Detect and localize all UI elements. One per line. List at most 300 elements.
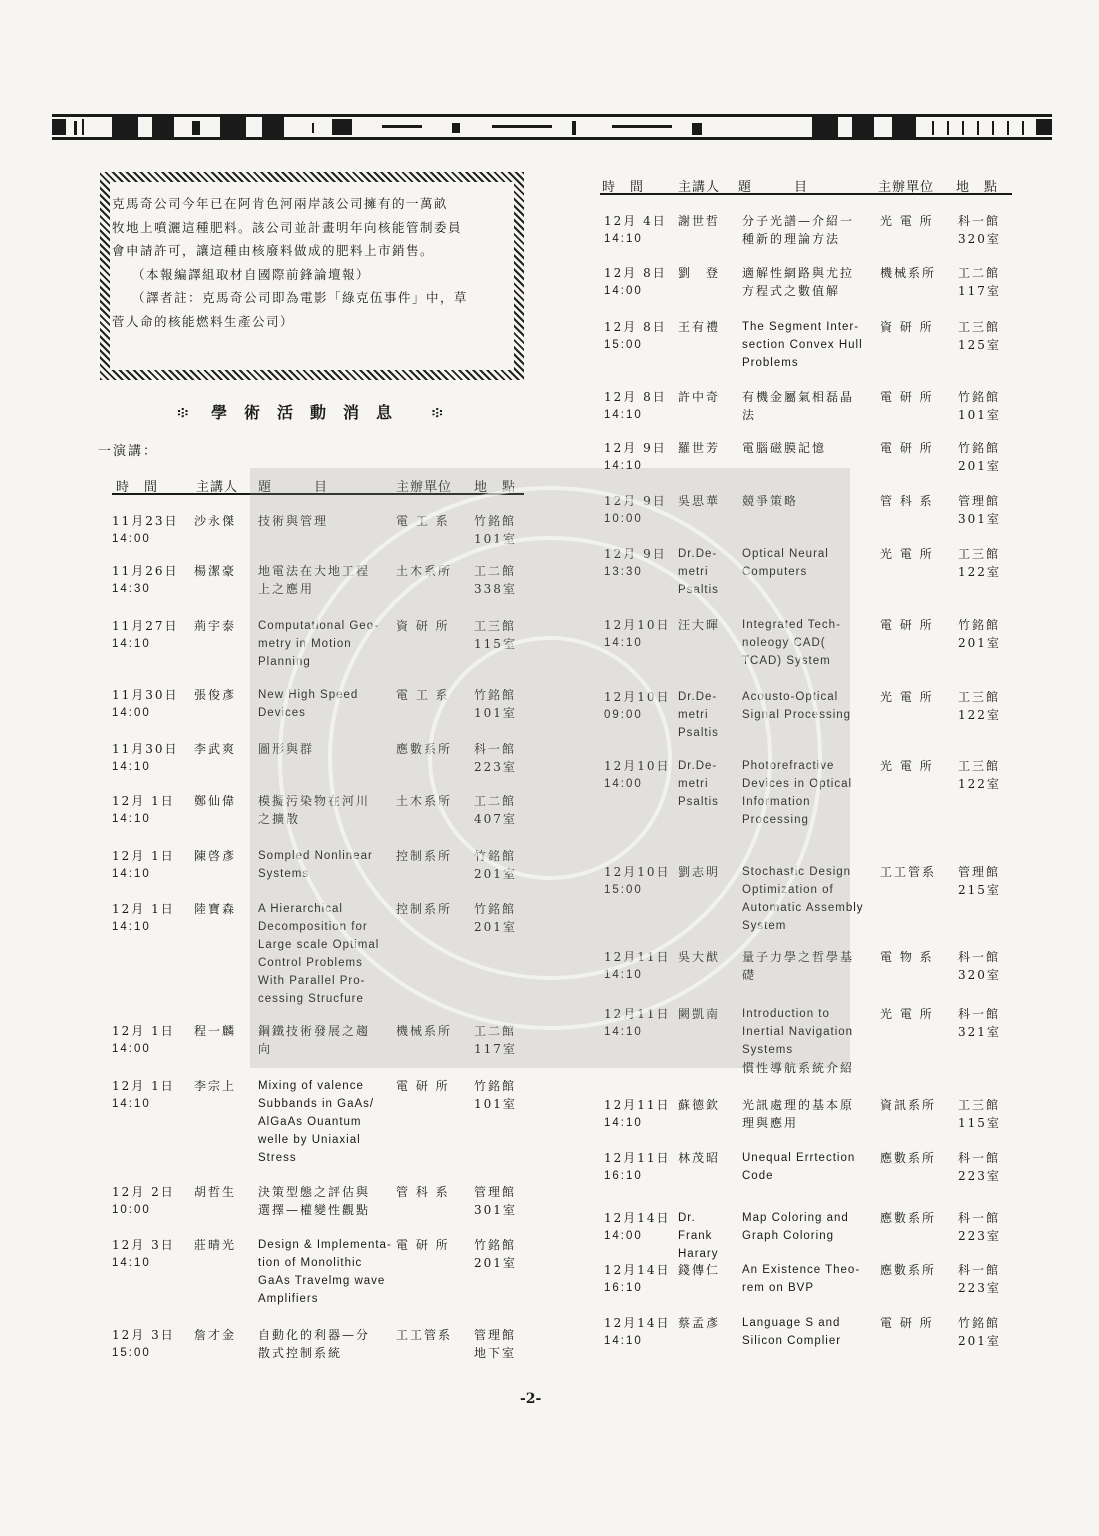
topic-line: 決策型態之評估與 bbox=[258, 1185, 371, 1199]
speaker-name: 李宗上 bbox=[194, 1079, 237, 1093]
topic-cell bbox=[258, 900, 379, 1008]
place-line: 115室 bbox=[958, 1116, 1001, 1130]
time: 14:10 bbox=[604, 460, 643, 472]
header-unit: 主辦單位 bbox=[878, 180, 935, 195]
speaker-name: 李武爽 bbox=[194, 742, 237, 756]
speaker-name: 蔡孟彥 bbox=[678, 1316, 721, 1330]
time: 14:10 bbox=[604, 1117, 643, 1129]
topic-line: 鋼鐵技術發展之趨 bbox=[258, 1024, 371, 1038]
speaker-cell bbox=[194, 1326, 236, 1344]
topic-cell bbox=[258, 1183, 370, 1219]
topic-line: Optimization of bbox=[742, 884, 834, 896]
time-cell bbox=[112, 617, 179, 653]
speaker-name: metri bbox=[678, 566, 709, 578]
unit-cell bbox=[880, 212, 934, 230]
topic-line: A Hierarchical bbox=[258, 903, 343, 915]
place-line: 320室 bbox=[958, 968, 1001, 982]
host-unit: 電 研 所 bbox=[396, 1238, 450, 1252]
place-line: 117室 bbox=[474, 1042, 517, 1056]
topic-cell bbox=[742, 439, 826, 457]
speaker-cell bbox=[678, 212, 720, 230]
date: 12月 3日 bbox=[112, 1328, 175, 1342]
place-cell bbox=[958, 318, 1001, 354]
topic-line: Devices in Optical bbox=[742, 778, 853, 790]
unit-cell bbox=[396, 740, 452, 758]
unit-cell bbox=[880, 616, 934, 634]
place-line: 工三館 bbox=[958, 759, 1001, 773]
unit-cell bbox=[880, 1261, 936, 1279]
time: 15:00 bbox=[604, 884, 643, 896]
place-line: 工二館 bbox=[474, 794, 517, 808]
host-unit: 應數系所 bbox=[880, 1151, 937, 1165]
time: 14:00 bbox=[604, 1230, 643, 1242]
topic-line: Signal Processing bbox=[742, 709, 852, 721]
date: 12月11日 bbox=[604, 950, 671, 964]
speaker-name: Psaltis bbox=[678, 584, 719, 596]
speaker-name: 吳思華 bbox=[678, 494, 721, 508]
place-line: 115室 bbox=[474, 637, 517, 651]
time: 10:00 bbox=[112, 1204, 151, 1216]
time-cell bbox=[112, 1077, 175, 1113]
unit-cell bbox=[396, 562, 452, 580]
speaker-cell bbox=[678, 545, 719, 599]
place-line: 101室 bbox=[474, 532, 517, 546]
time-cell bbox=[112, 847, 175, 883]
speaker-name: metri bbox=[678, 709, 709, 721]
place-cell bbox=[958, 545, 1001, 581]
place-line: 223室 bbox=[958, 1169, 1001, 1183]
topic-line: tion of Monolithic bbox=[258, 1257, 363, 1269]
header-topic: 題 目 bbox=[738, 180, 809, 195]
unit-cell bbox=[396, 512, 450, 530]
topic-line: 模擬污染物在河川 bbox=[258, 794, 371, 808]
topic-line: 法 bbox=[742, 408, 757, 422]
host-unit: 光 電 所 bbox=[880, 759, 934, 773]
topic-line: The Segment Inter- bbox=[742, 321, 860, 333]
topic-line: Optical Neural bbox=[742, 548, 829, 560]
speaker-name: Harary bbox=[678, 1248, 719, 1260]
host-unit: 應數系所 bbox=[880, 1263, 937, 1277]
notice-line: 克馬奇公司今年已在阿肯色河兩岸該公司擁有的一萬畝 bbox=[112, 196, 449, 211]
notice-text bbox=[112, 192, 512, 333]
time-cell bbox=[604, 1209, 671, 1245]
host-unit: 電 研 所 bbox=[880, 390, 934, 404]
topic-cell bbox=[258, 1077, 374, 1167]
place-cell bbox=[474, 617, 517, 653]
topic-line: Sompled Nonlinear bbox=[258, 850, 373, 862]
time: 14:00 bbox=[112, 707, 151, 719]
place-line: 竹銘館 bbox=[958, 618, 1001, 632]
place-line: 工三館 bbox=[958, 1098, 1001, 1112]
unit-cell bbox=[880, 318, 934, 336]
host-unit: 機械系所 bbox=[396, 1024, 453, 1038]
place-line: 科一館 bbox=[958, 1263, 1001, 1277]
page-number: -2- bbox=[520, 1391, 542, 1407]
notice-line: 菅人命的核能燃料生產公司） bbox=[112, 313, 295, 329]
topic-line: An Existence Theo- bbox=[742, 1264, 861, 1276]
place-line: 工三館 bbox=[958, 320, 1001, 334]
speaker-name: 許中奇 bbox=[678, 390, 721, 404]
place-cell bbox=[474, 1077, 517, 1113]
place-cell bbox=[958, 757, 1001, 793]
unit-cell bbox=[880, 388, 934, 406]
place-line: 竹銘館 bbox=[958, 1316, 1001, 1330]
place-cell bbox=[474, 512, 517, 548]
date: 11月27日 bbox=[112, 619, 179, 633]
topic-line: Map Coloring and bbox=[742, 1212, 849, 1224]
speaker-name: 沙永傑 bbox=[194, 514, 237, 528]
place-line: 201室 bbox=[958, 1334, 1001, 1348]
time-cell bbox=[604, 318, 667, 354]
speaker-name: 汪大暉 bbox=[678, 618, 721, 632]
time-cell bbox=[112, 686, 179, 722]
place-cell bbox=[958, 212, 1001, 248]
ornament-icon: ፨ bbox=[177, 403, 189, 422]
ornament-icon: ፨ bbox=[431, 403, 443, 422]
place-cell bbox=[958, 1005, 1001, 1041]
topic-line: Systems bbox=[742, 1044, 794, 1056]
speaker-cell bbox=[678, 439, 720, 457]
place-cell bbox=[958, 439, 1001, 475]
host-unit: 機械系所 bbox=[880, 266, 937, 280]
place-line: 科一館 bbox=[958, 950, 1001, 964]
place-line: 301室 bbox=[474, 1203, 517, 1217]
date: 12月 8日 bbox=[604, 320, 667, 334]
unit-cell bbox=[880, 863, 936, 881]
topic-line: rem on BVP bbox=[742, 1282, 814, 1294]
place-line: 竹銘館 bbox=[474, 1238, 517, 1252]
speaker-cell bbox=[194, 1077, 236, 1095]
topic-line: 分子光譜—介紹一 bbox=[742, 214, 855, 228]
speaker-name: 吳大猷 bbox=[678, 950, 721, 964]
host-unit: 電 工 系 bbox=[396, 688, 450, 702]
topic-line: 光訊處理的基本原 bbox=[742, 1098, 855, 1112]
place-cell bbox=[474, 1183, 517, 1219]
time-cell bbox=[112, 512, 179, 548]
place-line: 223室 bbox=[958, 1281, 1001, 1295]
header-topic: 題 目 bbox=[258, 480, 329, 495]
header-speaker: 主講人 bbox=[196, 480, 239, 495]
date: 12月14日 bbox=[604, 1211, 671, 1225]
speaker-cell bbox=[194, 1022, 236, 1040]
topic-line: Design & Implementa- bbox=[258, 1239, 392, 1251]
speaker-name: 劉志明 bbox=[678, 865, 721, 879]
unit-cell bbox=[396, 686, 450, 704]
speaker-cell bbox=[194, 847, 236, 865]
topic-line: Problems bbox=[742, 357, 799, 369]
place-cell bbox=[958, 264, 1001, 300]
speaker-name: metri bbox=[678, 778, 709, 790]
speaker-name: 羅世芳 bbox=[678, 441, 721, 455]
topic-line: Amplifiers bbox=[258, 1293, 319, 1305]
topic-line: 電腦磁膜記憶 bbox=[742, 441, 827, 455]
place-line: 科一館 bbox=[958, 1211, 1001, 1225]
place-cell bbox=[474, 1236, 517, 1272]
time-cell bbox=[604, 439, 667, 475]
topic-line: Subbands in GaAs/ bbox=[258, 1098, 375, 1110]
unit-cell bbox=[880, 757, 934, 775]
place-line: 竹銘館 bbox=[474, 849, 517, 863]
speaker-cell bbox=[678, 492, 720, 510]
host-unit: 應數系所 bbox=[396, 742, 453, 756]
speaker-cell bbox=[678, 1261, 720, 1279]
date: 12月 9日 bbox=[604, 441, 667, 455]
date: 11月30日 bbox=[112, 742, 179, 756]
header-speaker: 主講人 bbox=[678, 180, 721, 195]
time-cell bbox=[112, 1022, 175, 1058]
time: 14:10 bbox=[112, 638, 151, 650]
unit-cell bbox=[396, 792, 452, 810]
speaker-cell bbox=[194, 740, 236, 758]
time-cell bbox=[604, 1261, 671, 1297]
date: 12月11日 bbox=[604, 1151, 671, 1165]
topic-line: GaAs Travelmg wave bbox=[258, 1275, 386, 1287]
date: 12月10日 bbox=[604, 618, 671, 632]
topic-line: 適解性網路與尤拉 bbox=[742, 266, 855, 280]
topic-line: Introduction to bbox=[742, 1008, 830, 1020]
host-unit: 資 研 所 bbox=[880, 320, 934, 334]
time: 14:10 bbox=[112, 761, 151, 773]
speaker-name: 荊宇泰 bbox=[194, 619, 237, 633]
host-unit: 應數系所 bbox=[880, 1211, 937, 1225]
speaker-cell bbox=[194, 512, 236, 530]
topic-line: 自動化的利器—分 bbox=[258, 1328, 371, 1342]
host-unit: 資 研 所 bbox=[396, 619, 450, 633]
section-title-text: 學術活動消息 bbox=[210, 403, 409, 422]
host-unit: 土木系所 bbox=[396, 564, 453, 578]
topic-line: 理與應用 bbox=[742, 1116, 799, 1130]
topic-line: welle by Uniaxial bbox=[258, 1134, 361, 1146]
date: 12月 4日 bbox=[604, 214, 667, 228]
topic-cell bbox=[742, 1209, 849, 1245]
host-unit: 資訊系所 bbox=[880, 1098, 937, 1112]
topic-cell bbox=[258, 847, 373, 883]
unit-cell bbox=[396, 617, 450, 635]
time: 14:10 bbox=[604, 1026, 643, 1038]
speaker-name: 鄭仙偉 bbox=[194, 794, 237, 808]
time: 14:10 bbox=[112, 1098, 151, 1110]
notice-line: （本報編譯組取材自國際前鋒論壇報） bbox=[132, 266, 371, 282]
place-cell bbox=[474, 900, 517, 936]
topic-cell bbox=[742, 492, 798, 510]
time-cell bbox=[604, 1314, 671, 1350]
time-cell bbox=[604, 616, 671, 652]
speaker-name: 蘇德欽 bbox=[678, 1098, 721, 1112]
topic-cell bbox=[742, 1149, 855, 1185]
topic-cell bbox=[258, 617, 379, 671]
host-unit: 工工管系 bbox=[880, 865, 937, 879]
time-cell bbox=[604, 212, 667, 248]
time-cell bbox=[112, 1326, 175, 1362]
place-line: 122室 bbox=[958, 708, 1001, 722]
header-unit: 主辦單位 bbox=[396, 480, 453, 495]
speaker-name: 莊晴光 bbox=[194, 1238, 237, 1252]
place-line: 201室 bbox=[958, 459, 1001, 473]
topic-line: Graph Coloring bbox=[742, 1230, 834, 1242]
place-line: 201室 bbox=[474, 1256, 517, 1270]
place-cell bbox=[958, 492, 1001, 528]
time: 14:10 bbox=[604, 637, 643, 649]
date: 12月 9日 bbox=[604, 494, 667, 508]
time: 15:00 bbox=[112, 1347, 151, 1359]
place-line: 竹銘館 bbox=[474, 902, 517, 916]
place-line: 管理館 bbox=[474, 1185, 517, 1199]
topic-line: Information bbox=[742, 796, 811, 808]
lectures-heading: 一演講： bbox=[98, 444, 159, 459]
host-unit: 電 研 所 bbox=[880, 441, 934, 455]
date: 12月 1日 bbox=[112, 902, 175, 916]
place-cell bbox=[958, 863, 1001, 899]
place-cell bbox=[958, 688, 1001, 724]
speaker-name: 王有禮 bbox=[678, 320, 721, 334]
date: 11月23日 bbox=[112, 514, 179, 528]
time: 14:10 bbox=[112, 868, 151, 880]
host-unit: 工工管系 bbox=[396, 1328, 453, 1342]
topic-cell bbox=[742, 616, 841, 670]
header-place: 地 點 bbox=[474, 480, 517, 495]
topic-cell bbox=[258, 562, 370, 598]
time-cell bbox=[604, 863, 671, 899]
time-cell bbox=[604, 1096, 671, 1132]
speaker-name: 錢傳仁 bbox=[678, 1263, 721, 1277]
topic-line: Photorefractive bbox=[742, 760, 835, 772]
speaker-cell bbox=[194, 900, 236, 918]
place-line: 101室 bbox=[474, 1097, 517, 1111]
speaker-name: 劉 登 bbox=[678, 266, 721, 280]
place-line: 竹銘館 bbox=[474, 1079, 517, 1093]
time-cell bbox=[604, 948, 671, 984]
header-time: 時 間 bbox=[602, 180, 645, 195]
time: 14:00 bbox=[604, 778, 643, 790]
place-cell bbox=[958, 1261, 1001, 1297]
place-cell bbox=[474, 792, 517, 828]
topic-line: 地電法在大地工程 bbox=[258, 564, 371, 578]
place-line: 117室 bbox=[958, 284, 1001, 298]
speaker-name: 胡哲生 bbox=[194, 1185, 237, 1199]
notice-line: 會申請許可，讓這種由核廢料做成的肥料上市銷售。 bbox=[112, 243, 435, 258]
time-cell bbox=[112, 740, 179, 776]
date: 12月10日 bbox=[604, 690, 671, 704]
topic-line: 方程式之數值解 bbox=[742, 284, 841, 298]
time-cell bbox=[112, 792, 175, 828]
speaker-name: Dr.De- bbox=[678, 548, 718, 560]
place-cell bbox=[474, 686, 517, 722]
speaker-cell bbox=[678, 388, 720, 406]
right-table-header bbox=[600, 176, 1012, 195]
topic-line: 散式控制系統 bbox=[258, 1346, 343, 1360]
place-cell bbox=[958, 1314, 1001, 1350]
time-cell bbox=[112, 1236, 175, 1272]
time: 14:10 bbox=[112, 921, 151, 933]
topic-line: New High Speed bbox=[258, 689, 359, 701]
place-line: 科一館 bbox=[958, 1007, 1001, 1021]
topic-cell bbox=[742, 1314, 841, 1350]
unit-cell bbox=[880, 1314, 934, 1332]
host-unit: 電 工 系 bbox=[396, 514, 450, 528]
date: 11月26日 bbox=[112, 564, 179, 578]
topic-line: Planning bbox=[258, 656, 311, 668]
time-cell bbox=[604, 757, 671, 793]
speaker-name: 謝世哲 bbox=[678, 214, 721, 228]
time: 14:10 bbox=[604, 969, 643, 981]
time: 16:10 bbox=[604, 1282, 643, 1294]
speaker-name: Psaltis bbox=[678, 727, 719, 739]
place-line: 工三館 bbox=[958, 690, 1001, 704]
topic-line: 選擇—權變性觀點 bbox=[258, 1203, 371, 1217]
topic-line: 上之應用 bbox=[258, 582, 315, 596]
topic-cell bbox=[742, 863, 864, 935]
date: 12月 9日 bbox=[604, 547, 667, 561]
host-unit: 控制系所 bbox=[396, 849, 453, 863]
speaker-name: 張俊彥 bbox=[194, 688, 237, 702]
date: 12月11日 bbox=[604, 1098, 671, 1112]
topic-line: Systems bbox=[258, 868, 310, 880]
topic-cell bbox=[258, 1326, 370, 1362]
unit-cell bbox=[396, 847, 452, 865]
topic-line: Large scale Optimal bbox=[258, 939, 380, 951]
speaker-cell bbox=[678, 1149, 720, 1167]
place-line: 101室 bbox=[474, 706, 517, 720]
place-line: 工二館 bbox=[474, 564, 517, 578]
place-line: 管理館 bbox=[958, 494, 1001, 508]
time: 15:00 bbox=[604, 339, 643, 351]
topic-line: Automatic Assembly bbox=[742, 902, 864, 914]
unit-cell bbox=[396, 1236, 450, 1254]
time: 14:30 bbox=[112, 583, 151, 595]
time: 16:10 bbox=[604, 1170, 643, 1182]
place-line: 223室 bbox=[474, 760, 517, 774]
place-cell bbox=[958, 948, 1001, 984]
unit-cell bbox=[396, 1077, 450, 1095]
date: 12月 8日 bbox=[604, 266, 667, 280]
topic-line: Computational Geo- bbox=[258, 620, 379, 632]
speaker-name: Frank bbox=[678, 1230, 713, 1242]
topic-line: 向 bbox=[258, 1042, 273, 1056]
date: 12月11日 bbox=[604, 1007, 671, 1021]
unit-cell bbox=[880, 1005, 934, 1023]
time-cell bbox=[112, 562, 179, 598]
date: 12月 3日 bbox=[112, 1238, 175, 1252]
topic-cell bbox=[742, 1005, 854, 1077]
speaker-cell bbox=[678, 1096, 720, 1114]
host-unit: 控制系所 bbox=[396, 902, 453, 916]
topic-cell bbox=[742, 212, 854, 248]
topic-line: Decomposition for bbox=[258, 921, 368, 933]
place-line: 201室 bbox=[474, 920, 517, 934]
topic-line: Unequal Errtection bbox=[742, 1152, 856, 1164]
unit-cell bbox=[396, 900, 452, 918]
date: 12月14日 bbox=[604, 1316, 671, 1330]
host-unit: 電 物 系 bbox=[880, 950, 934, 964]
place-cell bbox=[958, 388, 1001, 424]
topic-cell bbox=[742, 1096, 854, 1132]
notice-line: （譯者註：克馬奇公司即為電影「綠克伍事件」中，草 bbox=[132, 290, 469, 305]
unit-cell bbox=[880, 1149, 936, 1167]
host-unit: 電 研 所 bbox=[880, 1316, 934, 1330]
topic-line: cessing Strucfure bbox=[258, 993, 364, 1005]
topic-line: 技術與管理 bbox=[258, 514, 329, 528]
topic-line: section Convex Hull bbox=[742, 339, 863, 351]
time: 14:10 bbox=[604, 233, 643, 245]
host-unit: 管 科 系 bbox=[880, 494, 934, 508]
time-cell bbox=[604, 1149, 671, 1185]
place-line: 竹銘館 bbox=[958, 390, 1001, 404]
place-line: 科一館 bbox=[958, 214, 1001, 228]
place-line: 125室 bbox=[958, 338, 1001, 352]
place-cell bbox=[474, 562, 517, 598]
speaker-name: 陳啓彥 bbox=[194, 849, 237, 863]
host-unit: 光 電 所 bbox=[880, 214, 934, 228]
